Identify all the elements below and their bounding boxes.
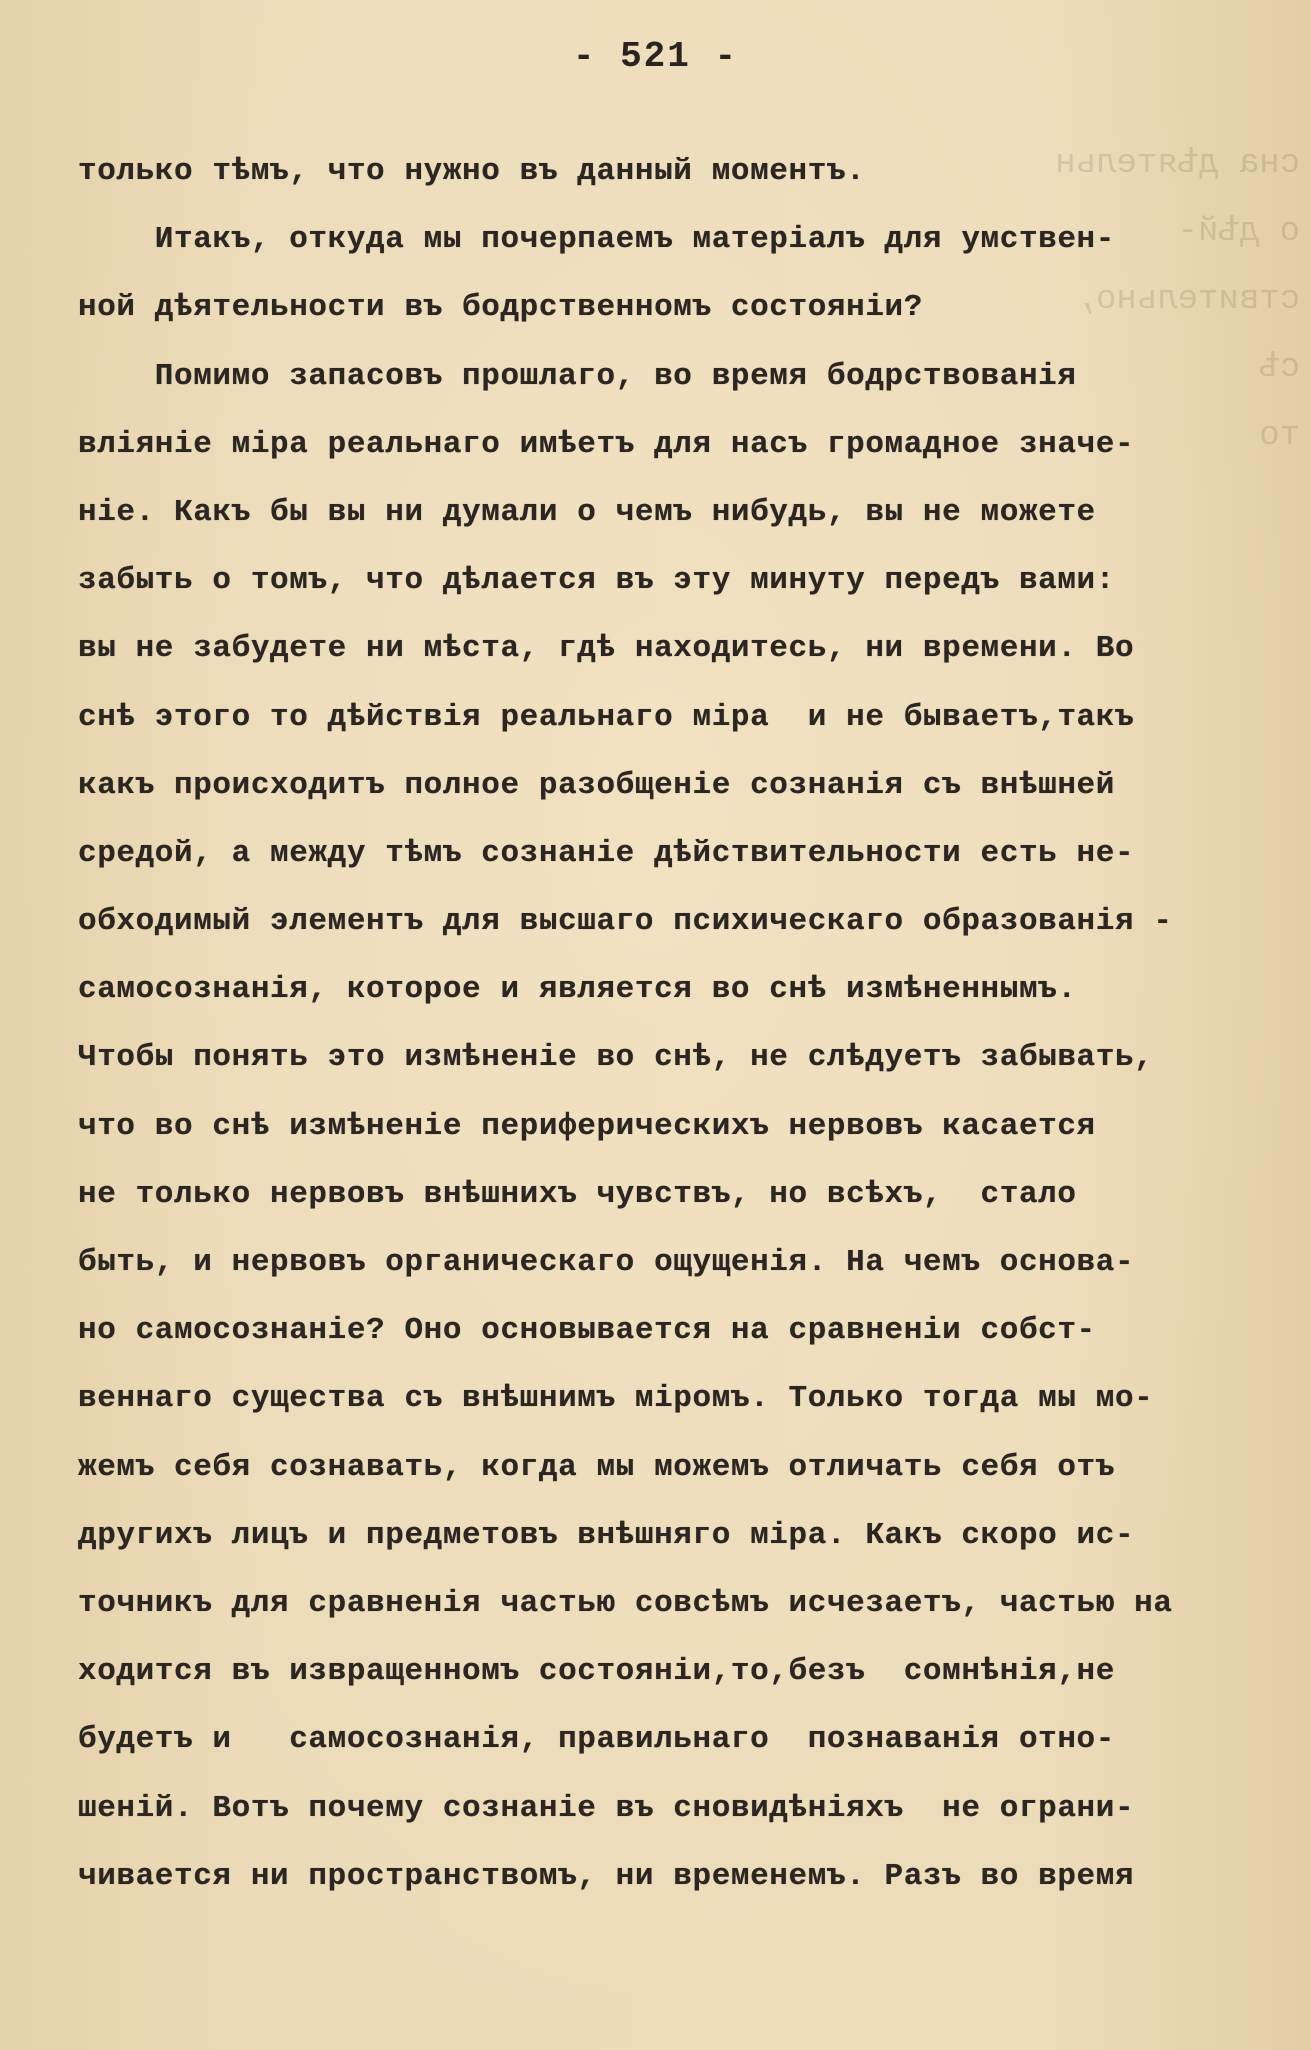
text-line: другихъ лицъ и предметовъ внѣшняго міра. Какъ скоро ис- (78, 1517, 1135, 1553)
text-line: ной дѣятельности въ бодрственномъ состояніи? (78, 290, 923, 326)
text-line: Помимо запасовъ прошлаго, во время бодрствованія (78, 358, 1077, 394)
text-line: что во снѣ измѣненіе периферическихъ нервовъ касается (78, 1108, 1096, 1144)
text-line: жемъ себя сознавать, когда мы можемъ отличать себя отъ (78, 1449, 1115, 1485)
text-line: вы не забудете ни мѣста, гдѣ находитесь, ни времени. Во (78, 631, 1135, 667)
text-line: снѣ этого то дѣйствія реальнаго міра и не бываетъ,такъ (78, 699, 1135, 735)
text-line: вліяніе міра реальнаго имѣетъ для насъ громадное значе- (78, 426, 1135, 462)
text-line: не только нервовъ внѣшнихъ чувствъ, но всѣхъ, стало (78, 1176, 1077, 1212)
text-line: чивается ни пространствомъ, ни временемъ. Разъ во время (78, 1858, 1135, 1894)
bleed-through-texture: сна дѣятельн о дѣй- ствительно, сѣ то (1055, 145, 1300, 455)
text-line: обходимый элементъ для высшаго психическаго образованія - (78, 904, 1173, 940)
text-line: Чтобы понять это измѣненіе во снѣ, не слѣдуетъ забывать, (78, 1040, 1154, 1076)
text-line: будетъ и самосознанія, правильнаго познаванія отно- (78, 1722, 1115, 1758)
text-line: только тѣмъ, что нужно въ данный моментъ. (78, 154, 866, 189)
body-text (78, 138, 1278, 1911)
text-line: самосознанія, которое и является во снѣ измѣненнымъ. (78, 972, 1077, 1008)
text-line: Итакъ, откуда мы почерпаемъ матеріалъ для умствен- (78, 222, 1115, 258)
text-line: ніе. Какъ бы вы ни думали о чемъ нибудь, вы не можете (78, 494, 1096, 530)
text-line: быть, и нервовъ органическаго ощущенія. На чемъ основа- (78, 1245, 1135, 1280)
page-number: - 521 - (572, 36, 739, 77)
text-line: ходится въ извращенномъ состояніи,то,безъ сомнѣнія,не (78, 1654, 1115, 1690)
text-line: средой, а между тѣмъ сознаніе дѣйствительности есть не- (78, 835, 1135, 871)
text-line: шеній. Вотъ почему сознаніе въ сновидѣніяхъ не ограни- (78, 1790, 1135, 1826)
text-line: забыть о томъ, что дѣлается въ эту минуту передъ вами: (78, 563, 1115, 599)
text-line: какъ происходитъ полное разобщеніе сознанія съ внѣшней (78, 767, 1115, 803)
text-line: но самосознаніе? Оно основывается на сравненіи собст- (78, 1313, 1096, 1349)
text-line: точникъ для сравненія частью совсѣмъ исчезаетъ, частью на (78, 1585, 1173, 1621)
text-line: веннаго существа съ внѣшнимъ міромъ. Только тогда мы мо- (78, 1381, 1154, 1417)
